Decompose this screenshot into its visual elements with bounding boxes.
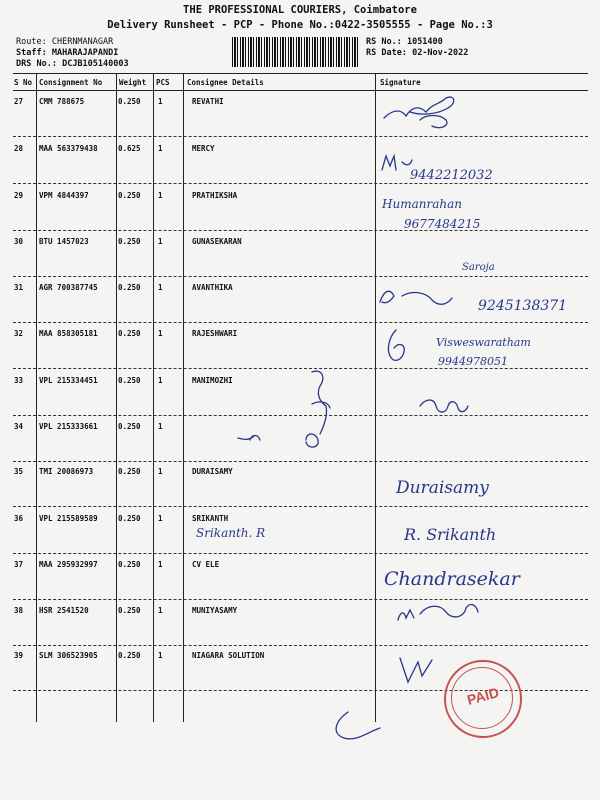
signature-r34 [420, 400, 468, 412]
handwritten-name: Humanrahan [382, 197, 462, 211]
consignee-name: MANIMOZHI [192, 376, 233, 385]
signature-r27 [384, 97, 454, 118]
consignment-no: BTU 1457023 [39, 237, 89, 246]
rs-no-value: 1051400 [406, 37, 443, 47]
consignee-name: MERCY [192, 144, 215, 153]
row-sno: 35 [14, 467, 24, 476]
consignee-name: PRATHIKSHA [192, 191, 238, 200]
pieces: 1 [158, 422, 163, 431]
consignment-no: VPL 215334451 [39, 376, 98, 385]
consignee-name: MUNIYASAMY [192, 606, 238, 615]
pieces: 1 [158, 514, 163, 523]
signature-r39 [400, 658, 432, 682]
weight: 0.625 [118, 144, 141, 153]
rs-date-value: 02-Nov-2022 [412, 48, 469, 58]
row-sno: 33 [14, 376, 24, 385]
consignment-no: VPL 215333661 [39, 422, 98, 431]
consignment-no: MAA 295932997 [39, 560, 98, 569]
pieces: 1 [158, 237, 163, 246]
row-sno: 37 [14, 560, 24, 569]
consignment-no: AGR 700387745 [39, 283, 98, 292]
consignee-name: RAJESHWARI [192, 329, 238, 338]
drs-value: DCJB105140003 [62, 59, 129, 69]
handwritten-name: Srikanth. R [196, 526, 266, 540]
consignment-no: SLM 306523905 [39, 651, 98, 660]
pieces: 1 [158, 376, 163, 385]
weight: 0.250 [118, 237, 141, 246]
weight: 0.250 [118, 329, 141, 338]
handwritten-name: Saroja [462, 262, 495, 273]
col-header-weight: Weight [119, 78, 147, 87]
col-header-pcs: PCS [156, 78, 170, 87]
signature-r34c [306, 434, 318, 447]
row-sno: 28 [14, 144, 24, 153]
pieces: 1 [158, 191, 163, 200]
consignee-name: CV ELE [192, 560, 220, 569]
staff-value: MAHARAJAPANDI [51, 48, 119, 58]
signature-r33 [312, 371, 330, 434]
staff-line: Staff: MAHARAJAPANDI [16, 48, 119, 58]
handwritten-name: Visweswaratham [436, 336, 531, 349]
row-sno: 36 [14, 514, 24, 523]
signature-r34b [238, 436, 260, 441]
consignee-name: AVANTHIKA [192, 283, 233, 292]
weight: 0.250 [118, 514, 141, 523]
pieces: 1 [158, 651, 163, 660]
row-sno: 30 [14, 237, 24, 246]
paid-stamp [444, 660, 522, 738]
company-title: THE PROFESSIONAL COURIERS, Coimbatore [183, 4, 417, 16]
row-sno: 31 [14, 283, 24, 292]
weight: 0.250 [118, 191, 141, 200]
pieces: 1 [158, 467, 163, 476]
col-header-sno: S No [14, 78, 33, 87]
consignment-no: MAA 563379438 [39, 144, 98, 153]
pieces: 1 [158, 97, 163, 106]
consignment-no: MAA 858305181 [39, 329, 98, 338]
pieces: 1 [158, 283, 163, 292]
weight: 0.250 [118, 467, 141, 476]
row-sno: 29 [14, 191, 24, 200]
pieces: 1 [158, 329, 163, 338]
consignment-no: TMI 20086973 [39, 467, 94, 476]
weight: 0.250 [118, 283, 141, 292]
row-sno: 32 [14, 329, 24, 338]
route-line: Route: CHERNMANAGAR [16, 37, 114, 47]
consignee-name: DURAISAMY [192, 467, 233, 476]
row-sno: 39 [14, 651, 24, 660]
consignment-no: VPM 4844397 [39, 191, 89, 200]
consignee-name: NIAGARA SOLUTION [192, 651, 265, 660]
signature-r32 [388, 330, 404, 360]
handwritten-signature: R. Srikanth [404, 525, 497, 544]
pieces: 1 [158, 560, 163, 569]
handwritten-name: Chandrasekar [384, 568, 520, 590]
consignment-no: VPL 215589589 [39, 514, 98, 523]
col-header-consignee: Consignee Details [187, 78, 264, 87]
signature-r28 [382, 156, 412, 170]
rs-no-line: RS No.: 1051400 [366, 37, 443, 47]
weight: 0.250 [118, 376, 141, 385]
page-scribble [336, 712, 380, 739]
row-sno: 38 [14, 606, 24, 615]
row-sno: 34 [14, 422, 24, 431]
row-sno: 27 [14, 97, 24, 106]
col-header-signature: Signature [380, 78, 421, 87]
consignee-name: GUNASEKARAN [192, 237, 242, 246]
weight: 0.250 [118, 422, 141, 431]
consignee-name: REVATHI [192, 97, 224, 106]
handwritten-name: Duraisamy [396, 478, 489, 498]
stamp-paid-text: PAID [465, 684, 501, 708]
pieces: 1 [158, 144, 163, 153]
handwritten-phone: 9245138371 [478, 298, 568, 314]
route-value: CHERNMANAGAR [51, 37, 114, 47]
signature-r38 [398, 605, 478, 620]
handwritten-phone: 9442212032 [410, 168, 493, 183]
consignment-no: HSR 2541520 [39, 606, 89, 615]
drs-line: DRS No.: DCJB105140003 [16, 59, 129, 69]
weight: 0.250 [118, 651, 141, 660]
weight: 0.250 [118, 97, 141, 106]
col-header-consignment: Consignment No [39, 78, 103, 87]
handwritten-phone: 9677484215 [404, 217, 481, 231]
pieces: 1 [158, 606, 163, 615]
handwritten-phone: 9944978051 [438, 355, 508, 368]
rs-date-line: RS Date: 02-Nov-2022 [366, 48, 469, 58]
runsheet-subtitle: Delivery Runsheet - PCP - Phone No.:0422-3505555 - Page No.:3 [107, 19, 493, 31]
weight: 0.250 [118, 606, 141, 615]
signature-r27 [420, 116, 447, 128]
consignee-name: SRIKANTH [192, 514, 229, 523]
consignment-no: CMM 788675 [39, 97, 85, 106]
signature-r31 [380, 291, 452, 304]
weight: 0.250 [118, 560, 141, 569]
